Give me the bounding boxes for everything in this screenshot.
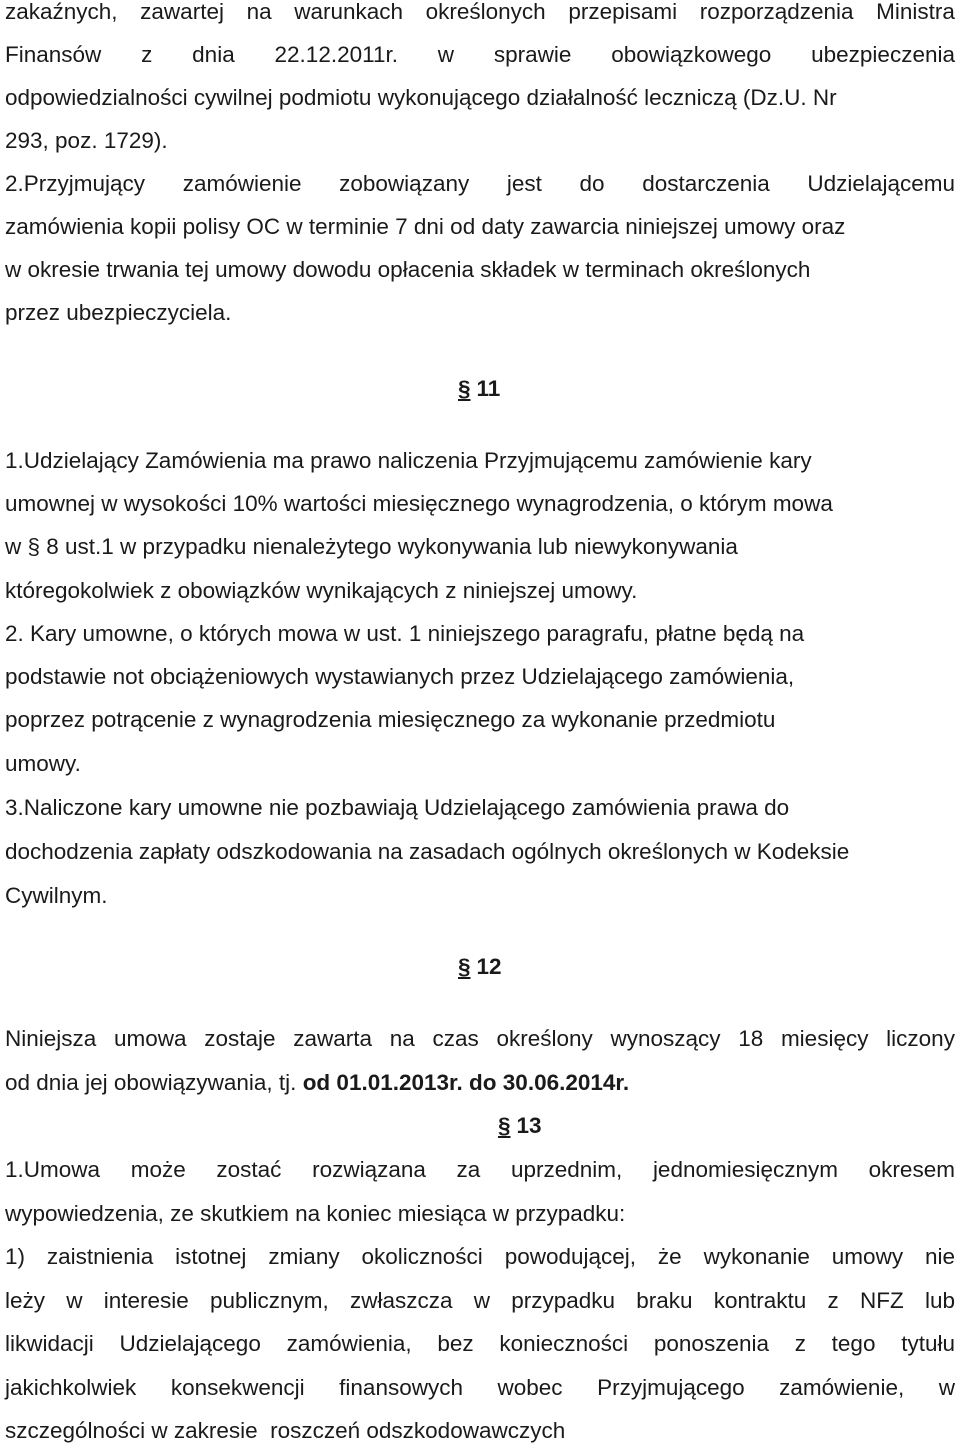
word: umowa	[114, 1026, 187, 1051]
text-line	[5, 1024, 955, 1054]
word: jest	[506, 171, 542, 196]
line-text: od dnia jej obowiązywania, tj.	[5, 1070, 303, 1095]
text-line	[5, 0, 955, 27]
word: wynoszący	[610, 1026, 721, 1051]
contract-period: od 01.01.2013r. do 30.06.2014r.	[302, 1070, 630, 1095]
line-text: poprzez potrącenie z wynagrodzenia miesięcznego za wykonanie przedmiotu	[5, 707, 776, 732]
word: braku	[636, 1288, 693, 1313]
word: jakichkolwiek	[5, 1375, 137, 1400]
word: Niniejsza	[5, 1026, 97, 1051]
text-line	[5, 298, 955, 328]
word: może	[130, 1157, 186, 1182]
line-text: w § 8 ust.1 w przypadku nienależytego wykonywania lub niewykonywania	[5, 534, 738, 559]
word: Udzielającemu	[807, 171, 955, 196]
word: do	[579, 171, 605, 196]
section-heading-11	[458, 374, 500, 404]
word: lub	[924, 1288, 955, 1313]
section-heading-12	[458, 952, 502, 982]
line-text: 293, poz. 1729).	[5, 128, 168, 153]
text-line	[5, 793, 955, 823]
word: publicznym,	[209, 1288, 329, 1313]
word: jednomiesięcznym	[652, 1157, 839, 1182]
word: rozwiązana	[312, 1157, 426, 1182]
word: z	[794, 1331, 806, 1356]
word: w	[473, 1288, 490, 1313]
text-line	[5, 169, 955, 199]
word: nie	[924, 1244, 955, 1269]
word: wykonanie	[703, 1244, 810, 1269]
text-line	[5, 1286, 955, 1316]
word: z	[141, 42, 153, 67]
text-line	[5, 255, 955, 285]
word: w	[66, 1288, 83, 1313]
word: liczony	[886, 1026, 955, 1051]
text-line	[5, 576, 955, 606]
text-line	[5, 881, 955, 911]
word: finansowych	[339, 1375, 463, 1400]
word: na	[246, 0, 272, 24]
word: w	[437, 42, 455, 67]
word: na	[389, 1026, 415, 1051]
text-line	[5, 1329, 955, 1359]
word: konieczności	[499, 1331, 629, 1356]
text-line	[5, 83, 955, 113]
line-text: odpowiedzialności cywilnej podmiotu wykonującego działalność leczniczą (Dz.U. Nr	[5, 85, 837, 110]
text-line	[5, 1155, 955, 1185]
text-line	[5, 705, 955, 735]
word: zobowiązany	[339, 171, 470, 196]
word: zamówienie,	[779, 1375, 905, 1400]
word: zmiany	[268, 1244, 340, 1269]
word: obowiązkowego	[611, 42, 772, 67]
word: ponoszenia	[653, 1331, 769, 1356]
word: tego	[831, 1331, 876, 1356]
line-text: umowy.	[5, 751, 81, 776]
word: Ministra	[876, 0, 955, 24]
word: zostać	[216, 1157, 282, 1182]
word: dnia	[192, 42, 235, 67]
line-text: przez ubezpieczyciela.	[5, 300, 232, 325]
word: w	[938, 1375, 955, 1400]
word: kontraktu	[713, 1288, 807, 1313]
word: zaistnienia	[46, 1244, 154, 1269]
word: tytułu	[901, 1331, 955, 1356]
line-text: 2. Kary umowne, o których mowa w ust. 1 niniejszego paragrafu, płatne będą na	[5, 621, 805, 646]
word: wobec	[497, 1375, 563, 1400]
word: za	[456, 1157, 481, 1182]
text-line	[5, 619, 955, 649]
word: zostaje	[204, 1026, 276, 1051]
word: uprzednim,	[510, 1157, 623, 1182]
word: 1.Umowa	[5, 1157, 101, 1182]
word: rozporządzenia	[699, 0, 854, 24]
word: określonych	[425, 0, 546, 24]
word: leży	[5, 1288, 46, 1313]
word: dostarczenia	[642, 171, 770, 196]
word: warunkach	[294, 0, 404, 24]
word: Finansów	[5, 42, 102, 67]
section-symbol: §	[458, 954, 471, 979]
line-text: szczególności w zakresie roszczeń odszkodowawczych	[5, 1418, 566, 1443]
word: 1)	[5, 1244, 26, 1269]
word: interesie	[103, 1288, 189, 1313]
word: sprawie	[493, 42, 572, 67]
text-line	[5, 1199, 955, 1229]
word: 22.12.2011r.	[274, 42, 398, 67]
line-text: zamówienia kopii polisy OC w terminie 7 dni od daty zawarcia niniejszej umowy oraz	[5, 214, 846, 239]
word: z	[827, 1288, 839, 1313]
word: przepisami	[568, 0, 678, 24]
text-line	[5, 837, 955, 867]
word: 2.Przyjmujący	[5, 171, 146, 196]
word: umowy	[831, 1244, 904, 1269]
word: zwłaszcza	[349, 1288, 453, 1313]
line-text: 3.Naliczone kary umowne nie pozbawiają Udzielającego zamówienia prawa do	[5, 795, 790, 820]
word: 18	[738, 1026, 764, 1051]
text-line	[5, 1242, 955, 1272]
text-line	[5, 662, 955, 692]
line-text: Cywilnym.	[5, 883, 108, 908]
section-symbol: §	[458, 376, 471, 401]
word: konsekwencji	[170, 1375, 305, 1400]
word: Udzielającego	[119, 1331, 261, 1356]
text-line	[5, 1373, 955, 1403]
line-text: któregokolwiek z obowiązków wynikających z niniejszej umowy.	[5, 578, 638, 603]
section-number: 11	[476, 376, 501, 401]
section-heading-13	[498, 1111, 542, 1141]
word: istotnej	[175, 1244, 247, 1269]
section-symbol: §	[498, 1113, 511, 1138]
word: przypadku	[511, 1288, 616, 1313]
word: okoliczności	[361, 1244, 483, 1269]
word: Przyjmującego	[597, 1375, 745, 1400]
word: bez	[437, 1331, 474, 1356]
word: zakaźnych,	[5, 0, 118, 24]
text-line	[5, 749, 955, 779]
line-text: dochodzenia zapłaty odszkodowania na zasadach ogólnych określonych w Kodeksie	[5, 839, 850, 864]
word: zamówienie	[182, 171, 302, 196]
text-line	[5, 489, 955, 519]
word: określony	[496, 1026, 593, 1051]
word: zawartej	[140, 0, 224, 24]
text-line	[5, 126, 955, 156]
text-line	[5, 212, 955, 242]
line-text: wypowiedzenia, ze skutkiem na koniec miesiąca w przypadku:	[5, 1201, 626, 1226]
word: miesięcy	[780, 1026, 869, 1051]
text-line	[5, 1416, 955, 1446]
word: czas	[432, 1026, 479, 1051]
word: zawarta	[293, 1026, 373, 1051]
word: powodującej,	[504, 1244, 637, 1269]
line-text: umownej w wysokości 10% wartości miesięcznego wynagrodzenia, o którym mowa	[5, 491, 833, 516]
section-number: 13	[516, 1113, 542, 1138]
text-line	[5, 1068, 955, 1098]
word: NFZ	[860, 1288, 904, 1313]
text-line	[5, 446, 955, 476]
word: ubezpieczenia	[811, 42, 955, 67]
text-line	[5, 532, 955, 562]
word: zamówienia,	[286, 1331, 412, 1356]
line-text: podstawie not obciążeniowych wystawianych przez Udzielającego zamówienia,	[5, 664, 795, 689]
line-text: w okresie trwania tej umowy dowodu opłacenia składek w terminach określonych	[5, 257, 811, 282]
line-text: 1.Udzielający Zamówienia ma prawo naliczenia Przyjmującemu zamówienie kary	[5, 448, 812, 473]
word: okresem	[868, 1157, 955, 1182]
word: likwidacji	[5, 1331, 94, 1356]
text-line	[5, 40, 955, 70]
section-number: 12	[476, 954, 502, 979]
word: że	[657, 1244, 682, 1269]
